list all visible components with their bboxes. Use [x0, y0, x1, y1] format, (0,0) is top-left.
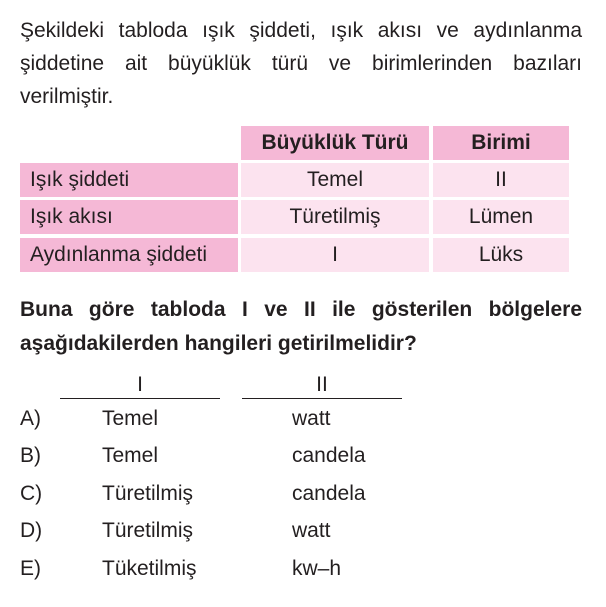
column-header-i: I: [137, 373, 143, 396]
table-header-type: Büyüklük Türü: [241, 126, 429, 160]
table-cell-unit: Lüks: [433, 238, 569, 272]
column-header-ii: II: [316, 373, 328, 396]
option-letter: C): [20, 482, 43, 505]
option-letter: A): [20, 407, 41, 430]
answer-option-e[interactable]: [0, 553, 606, 585]
table-row-label: Işık şiddeti: [20, 163, 238, 197]
table-cell-type: Temel: [241, 163, 429, 197]
option-value-ii: candela: [292, 444, 366, 467]
column-underline: [242, 398, 402, 399]
answer-option-b[interactable]: [0, 440, 606, 472]
column-underline: [60, 398, 220, 399]
table-cell-unit: Lümen: [433, 200, 569, 234]
option-letter: D): [20, 519, 43, 542]
answer-option-c[interactable]: [0, 478, 606, 510]
option-value-ii: watt: [292, 519, 331, 542]
option-value-i: Türetilmiş: [102, 519, 194, 542]
option-value-ii: candela: [292, 482, 366, 505]
option-value-i: Türetilmiş: [102, 482, 194, 505]
option-letter: E): [20, 557, 41, 580]
option-value-i: Temel: [102, 444, 159, 467]
option-value-ii: watt: [292, 407, 331, 430]
intro-text: Şekildeki tabloda ışık şiddeti, ışık akısı ve aydınlanma şiddetine ait büyüklük türü ve birimlerinden bazıları verilmiştir.: [20, 19, 582, 108]
question-text: Buna göre tabloda I ve II ile gösterilen bölgelere aşağıdakilerden hangileri getirilmelidir?: [20, 298, 582, 355]
answer-option-a[interactable]: [0, 403, 606, 435]
table-header-unit: Birimi: [433, 126, 569, 160]
table-row-label: Aydınlanma şiddeti: [20, 238, 238, 272]
table-cell-unit: II: [433, 163, 569, 197]
option-value-ii: kw–h: [292, 557, 342, 580]
option-value-i: Tüketilmiş: [102, 557, 197, 580]
option-letter: B): [20, 444, 41, 467]
table-row-label: Işık akısı: [20, 200, 238, 234]
table-cell-type: Türetilmiş: [241, 200, 429, 234]
answer-option-d[interactable]: [0, 515, 606, 547]
table-cell-type: I: [241, 238, 429, 272]
option-value-i: Temel: [102, 407, 159, 430]
